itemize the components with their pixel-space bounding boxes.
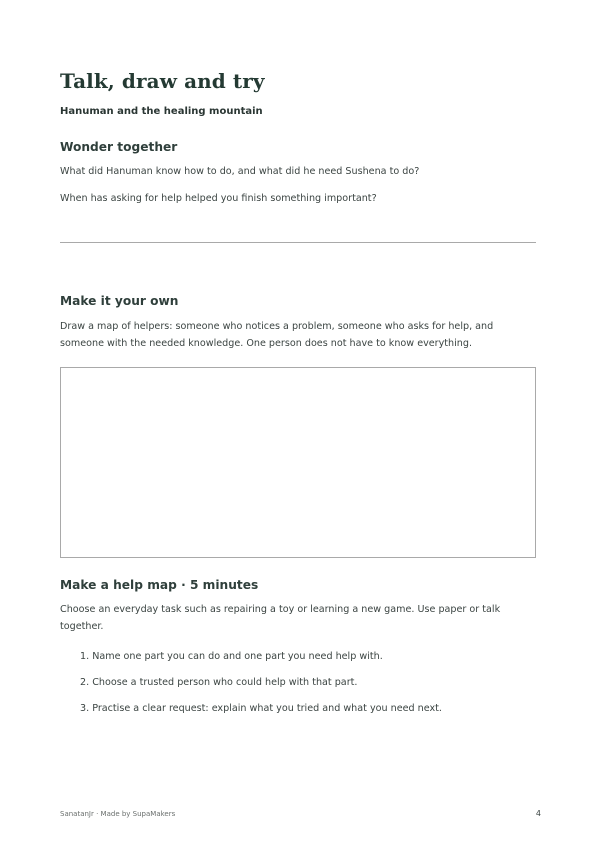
make-own-text-line: Draw a map of helpers: someone who notices a problem, someone who asks for help, and <box>60 321 494 332</box>
make-own-text-line: someone with the needed knowledge. One person does not have to know everything. <box>60 338 473 349</box>
wonder-question: When has asking for help helped you finish something important? <box>60 193 377 204</box>
help-map-steps <box>60 648 442 726</box>
step-item: 2. Choose a trusted person who could help with that part. <box>80 677 358 688</box>
step-item: 1. Name one part you can do and one part you need help with. <box>80 651 383 662</box>
help-map-text-line: together. <box>60 621 104 632</box>
step-item: 3. Practise a clear request: explain what you tried and what you need next. <box>80 703 442 714</box>
drawing-area[interactable] <box>60 367 536 558</box>
help-map-text-line: Choose an everyday task such as repairing a toy or learning a new game. Use paper or talk <box>60 604 501 615</box>
make-own-heading: Make it your own <box>60 294 179 308</box>
section-divider <box>60 242 536 243</box>
page-number: 4 <box>535 809 541 818</box>
help-map-heading: Make a help map · 5 minutes <box>60 578 259 592</box>
page-subtitle: Hanuman and the healing mountain <box>60 106 263 117</box>
wonder-heading: Wonder together <box>60 140 178 154</box>
page-title: Talk, draw and try <box>60 69 265 93</box>
wonder-question: What did Hanuman know how to do, and what did he need Sushena to do? <box>60 166 420 177</box>
footer-credit: SanatanJr · Made by SupaMakers <box>60 810 176 818</box>
